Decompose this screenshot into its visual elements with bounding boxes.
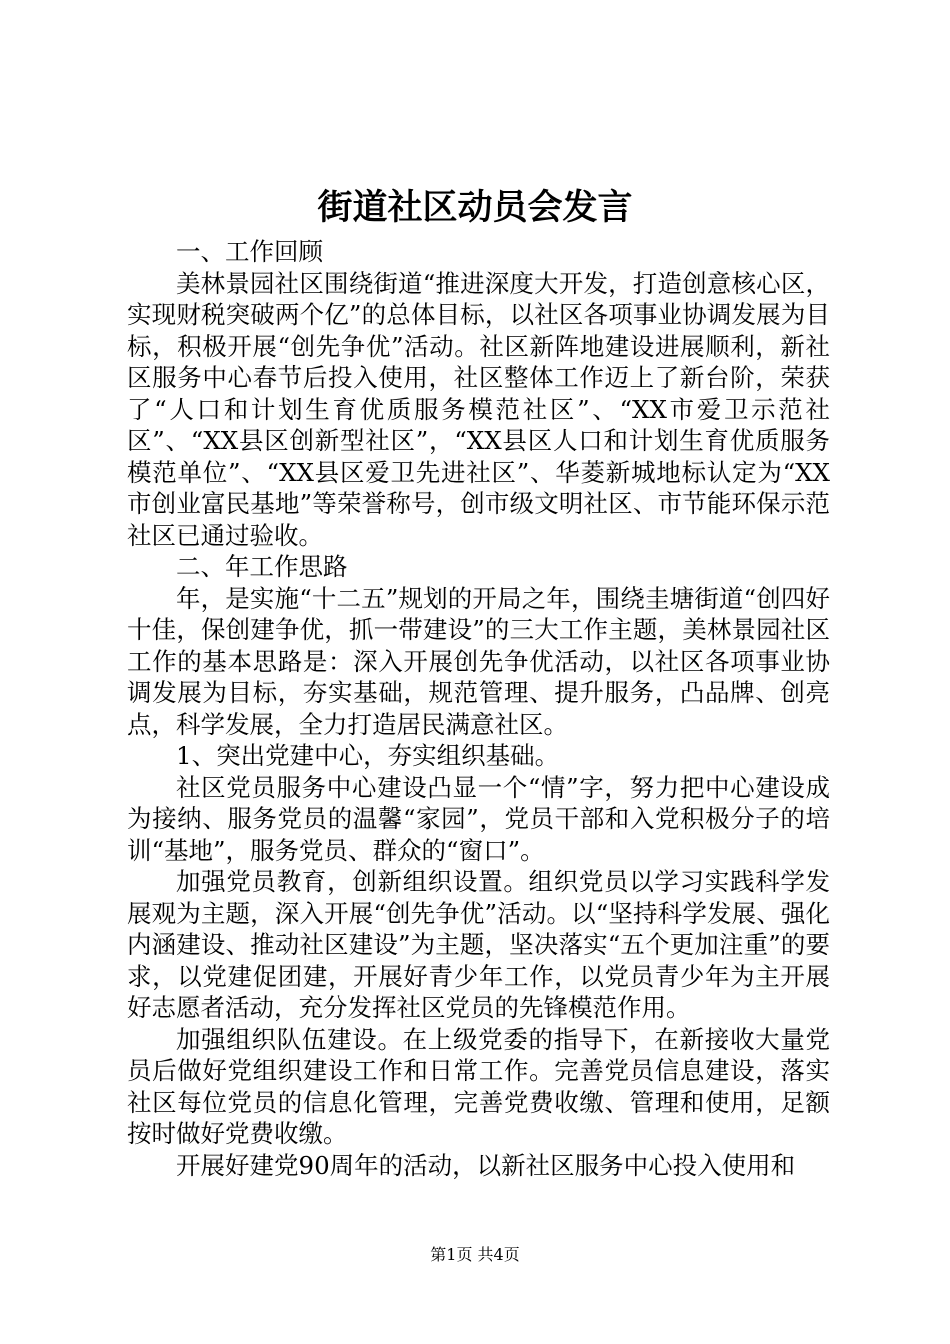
paragraph-party-education: 加强党员教育，创新组织设置。组织党员以学习实践科学发展观为主题，深入开展“创先争优”活动。以“坚持科学发展、强化内涵建设、推动社区建设”为主题，坚决落实“五个更加注重”的要求，以党建促团建，开展好青少年工作，以党员青少年为主开展好志愿者活动，充分发挥社区党员的先锋模范作用。 [127, 867, 830, 1022]
paragraph-organization: 加强组织队伍建设。在上级党委的指导下，在新接收大量党员后做好党组织建设工作和日常工作。完善党员信息建设，落实社区每位党员的信息化管理，完善党费收缴、管理和使用，足额按时做好党费收缴。 [127, 1024, 830, 1148]
document-body [127, 236, 830, 1181]
section-heading-plan: 二、年工作思路 [176, 552, 348, 581]
paragraph-plan: 年，是实施“十二五”规划的开局之年，围绕圭塘街道“创四好十佳，保创建争优，抓一带建设”的三大工作主题，美林景园社区工作的基本思路是：深入开展创先争优活动，以社区各项事业协调发展为目标，夯实基础，规范管理、提升服务，凸品牌、创亮点，科学发展，全力打造居民满意社区。 [127, 583, 830, 739]
subheading-party-building: 1、突出党建中心，夯实组织基础。 [176, 741, 560, 770]
page-number: 第1页 共4页 [430, 1245, 520, 1264]
paragraph-review: 美林景园社区围绕街道“推进深度大开发，打造创意核心区，实现财税突破两个亿”的总体目标，以社区各项事业协调发展为目标，积极开展“创先争优”活动。社区新阵地建设进展顺利，新社区服务中心春节后投入使用，社区整体工作迈上了新台阶，荣获了“人口和计划生育优质服务模范社区”、“XX市爱卫示范社区”、“XX县区创新型社区”，“XX县区人口和计划生育优质服务模范单位”、“XX县区爱卫先进社区”、华菱新城地标认定为“XX市创业富民基地”等荣誉称号，创市级文明社区、市节能环保示范社区已通过验收。 [127, 268, 830, 550]
section-heading-review: 一、工作回顾 [176, 237, 323, 266]
paragraph-anniversary: 开展好建党90周年的活动，以新社区服务中心投入使用和 [176, 1150, 796, 1180]
paragraph-service-center: 社区党员服务中心建设凸显一个“情”字，努力把中心建设成为接纳、服务党员的温馨“家园”，党员干部和入党积极分子的培训“基地”，服务党员、群众的“窗口”。 [127, 772, 830, 865]
document-title: 街道社区动员会发言 [317, 187, 633, 228]
